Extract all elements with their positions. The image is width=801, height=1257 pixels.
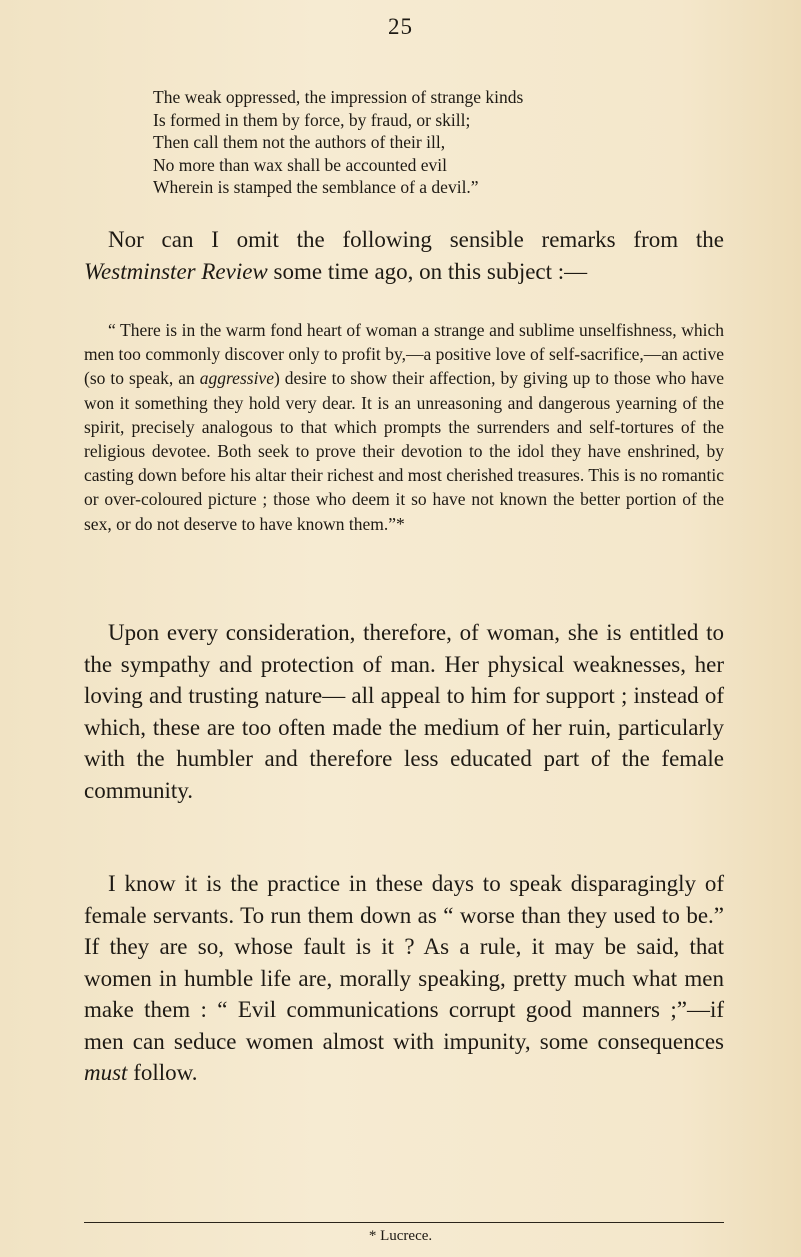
page-number: 25 xyxy=(388,14,413,39)
paragraph-consideration: Upon every consideration, therefore, of woman, she is entitled to the sympathy and protection of man. Her physical weaknesses, her loving and trusting nature— all appeal to him for support ; instead of which, these are too often made the medium of her ruin, particularly with the humbler and therefore less educated part of the female community. xyxy=(84,620,724,803)
poem-excerpt xyxy=(153,86,753,199)
poem-line: Is formed in them by force, by fraud, or skill; xyxy=(153,109,471,130)
poem-line: The weak oppressed, the impression of strange kinds xyxy=(153,87,524,107)
block-quote: “ There is in the warm fond heart of woman a strange and sublime unselfishness, which men too commonly discover only to profit by,—a positive love of self-sacrifice,—an active (so to speak, an aggressive) desire to show their affection, by giving up to those who have won it something they hold very dear. It is an unreasoning and dangerous yearning of the spirit, precisely analogous to that which prompts the surrenders and self-tortures of the religious devotee. Both seek to prove their devotion to the idol they have enshrined, by casting down before his altar their richest and most cherished treasures. This is no romantic or over-coloured picture ; those who deem it so have not known the better portion of the sex, or do not deserve to have known them.”* xyxy=(84,320,724,534)
footnote: * Lucrece. xyxy=(368,1228,433,1244)
paragraph-westminster: Nor can I omit the following sensible remarks from the Westminster Review some time ago, on this subject :— xyxy=(84,227,724,284)
footnote-rule xyxy=(84,1222,724,1223)
emphasis-must: must xyxy=(84,1060,128,1085)
poem-line: Wherein is stamped the semblance of a devil.” xyxy=(153,177,479,197)
poem-line: Then call them not the authors of their ill, xyxy=(153,132,446,152)
poem-line: No more than wax shall be accounted evil xyxy=(153,154,447,175)
publication-title: Westminster Review xyxy=(84,258,268,284)
quote-emphasis: aggressive xyxy=(199,368,274,389)
paragraph-servants: I know it is the practice in these days to speak disparagingly of female servants. To run them down as “ worse than they used to be.” If they are so, whose fault is it ? As a rule, it may be said, that women in humble life are, morally speaking, pretty much what men make them : “ Evil communications corrupt good manners ;”—if men can seduce women almost with impunity, some consequences must follow. xyxy=(84,871,724,1085)
